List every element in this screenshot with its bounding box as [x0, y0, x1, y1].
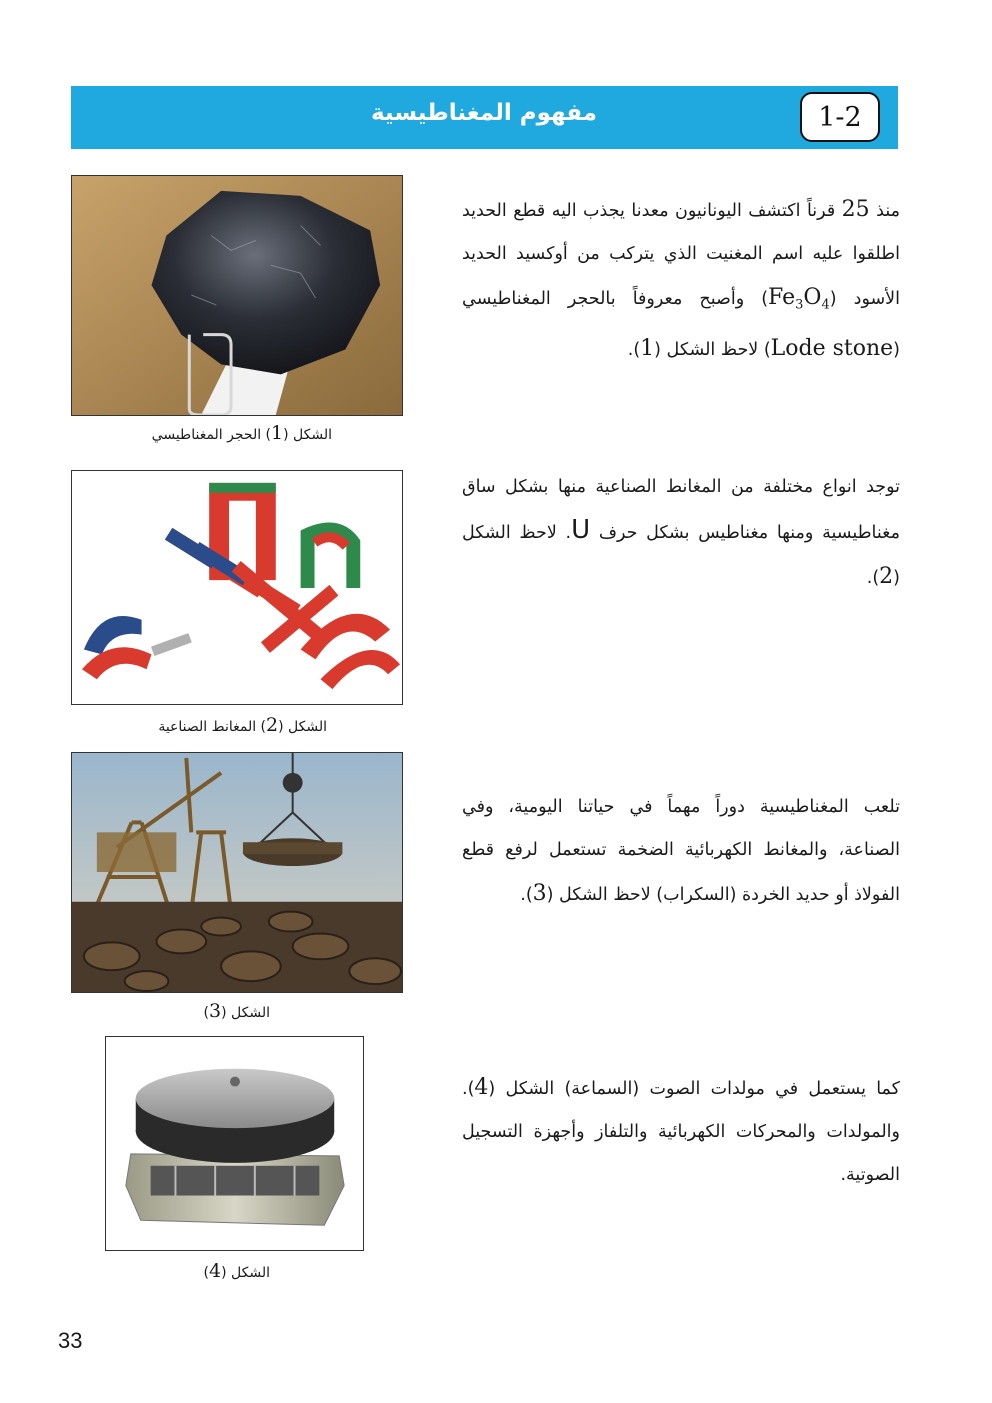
section-title: مفهوم المغناطيسية	[370, 100, 597, 126]
paragraph-lodestone	[462, 188, 900, 372]
caption-text: ) المغانط الصناعية	[158, 719, 267, 735]
figure-4-caption	[204, 1260, 270, 1282]
section-number: 1-2	[818, 101, 862, 133]
caption-text: الشكل (	[221, 1005, 270, 1021]
section-number-badge	[800, 92, 880, 142]
figure-ref: 2	[879, 564, 894, 589]
text: ) لاحظ الشكل (	[654, 339, 771, 360]
number: 25	[841, 197, 870, 222]
crane-electromagnet-photo	[71, 752, 403, 993]
figure-3-caption	[204, 1000, 270, 1022]
figure-2-caption	[158, 714, 327, 736]
text: ).	[627, 339, 641, 360]
caption-number: 4	[209, 1260, 222, 1282]
figure-1-caption	[152, 422, 332, 444]
formula-fe: Fe	[768, 285, 796, 310]
text: ) وأصبح معروفاً بالحجر المغناطيسي (	[462, 289, 900, 360]
caption-number: 3	[209, 1000, 222, 1022]
figure-ref: 1	[640, 335, 655, 361]
figure-ref: 3	[532, 881, 547, 906]
letter-u: U	[571, 515, 591, 545]
chemical-formula	[768, 285, 830, 313]
paragraph-sound	[462, 1066, 900, 1197]
paragraph-industry	[462, 786, 900, 917]
loudspeaker-photo	[105, 1036, 364, 1251]
caption-text: الشكل (	[221, 1265, 270, 1281]
page-number: 33	[58, 1328, 83, 1353]
text: ).	[866, 568, 880, 588]
lodestone-photo	[71, 175, 403, 416]
text: توجد انواع مختلفة من المغانط الصناعية منها بشكل ساق مغناطيسية ومنها مغناطيس بشكل حرف	[462, 477, 900, 543]
caption-text: الشكل (	[283, 427, 332, 443]
text: تلعب المغناطيسية دوراً مهماً في حياتنا اليومية، وفي الصناعة، والمغانط الكهربائية الضخمة تستعمل لرفع قطع الفولاذ أو حديد الخردة (السكراب) لاحظ الشكل (	[462, 797, 900, 905]
subscript: 4	[821, 297, 830, 313]
text: ). والمولدات والمحركات الكهربائية والتلفاز وأجهزة التسجيل الصوتية.	[462, 1079, 900, 1185]
figure-ref: 4	[474, 1075, 489, 1100]
text: منذ	[869, 201, 900, 221]
text: كما يستعمل في مولدات الصوت (السماعة) الشكل (	[488, 1079, 900, 1099]
caption-text: )	[203, 1005, 210, 1021]
caption-text: ) الحجر المغناطيسي	[151, 427, 272, 443]
text: ).	[520, 885, 533, 905]
text: . لاحظ الشكل (	[462, 523, 900, 588]
english-term: Lode stone	[770, 335, 894, 361]
paragraph-artificial-magnets	[462, 466, 900, 600]
text: قرناً اكتشف اليونانيون معدنا يجذب اليه قطع الحديد اطلقوا عليه اسم المغنيت الذي يتركب من أوكسيد الحديد الأسود (	[462, 201, 900, 309]
caption-number: 1	[271, 422, 284, 444]
subscript: 3	[795, 297, 804, 313]
caption-text: الشكل (	[278, 719, 327, 735]
artificial-magnets-photo	[71, 470, 403, 705]
caption-text: )	[203, 1265, 210, 1281]
formula-o: O	[803, 285, 822, 310]
caption-number: 2	[266, 714, 279, 736]
